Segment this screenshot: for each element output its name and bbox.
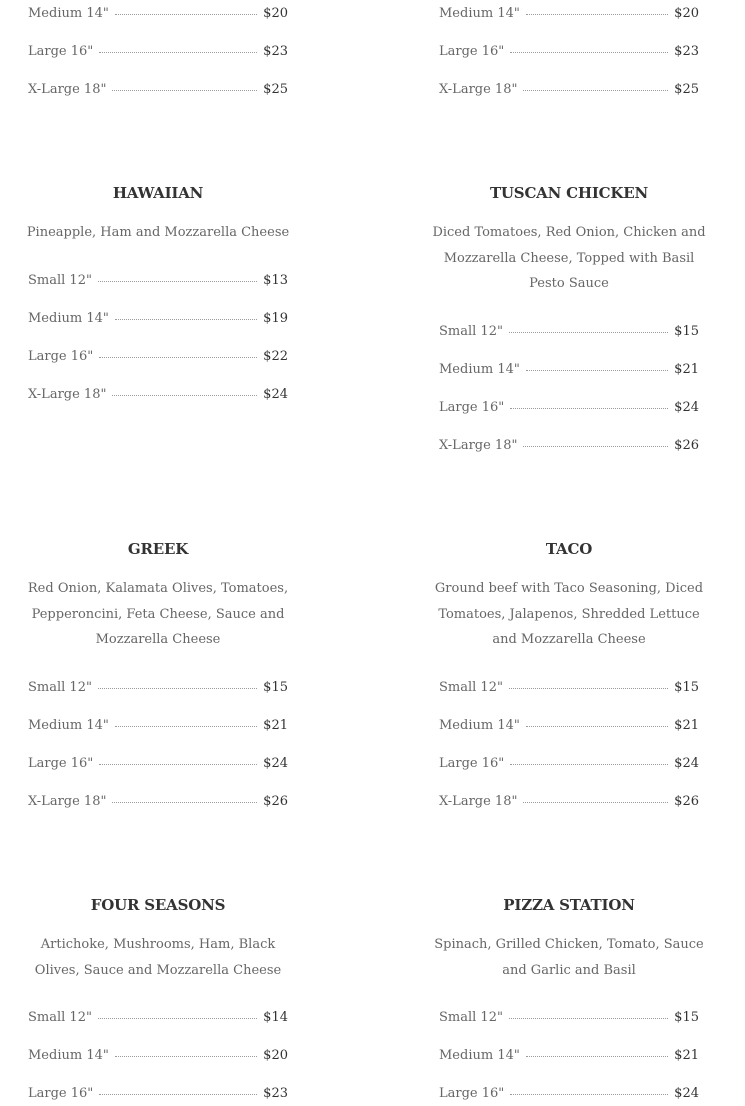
size-label: X-Large 18": [28, 794, 107, 809]
size-label: Small 12": [439, 680, 503, 695]
size-label: X-Large 18": [439, 794, 518, 809]
dot-leader: [99, 52, 257, 53]
size-label: Medium 14": [28, 718, 109, 733]
dot-leader: [523, 90, 668, 91]
price-row: [28, 273, 288, 293]
pizza-title: PIZZA STATION: [503, 896, 635, 914]
price-value: $24: [674, 400, 699, 415]
pizza-title: FOUR SEASONS: [90, 896, 226, 914]
price-value: $21: [674, 1048, 699, 1063]
price-value: $21: [674, 718, 699, 733]
price-row: [28, 1010, 288, 1030]
dot-leader: [98, 1018, 257, 1019]
dot-leader: [510, 1094, 668, 1095]
dot-leader: [99, 764, 257, 765]
price-value: $20: [263, 1048, 288, 1063]
size-label: Small 12": [439, 1010, 503, 1025]
price-row: [439, 680, 699, 700]
price-value: $15: [674, 324, 699, 339]
price-value: $15: [674, 680, 699, 695]
price-value: $25: [263, 82, 288, 97]
dot-leader: [523, 446, 668, 447]
size-label: X-Large 18": [439, 82, 518, 97]
price-row: [28, 82, 288, 102]
price-row: [28, 6, 288, 26]
size-label: Large 16": [28, 1086, 94, 1101]
dot-leader: [115, 14, 257, 15]
dot-leader: [509, 688, 668, 689]
price-value: $15: [263, 680, 288, 695]
dot-leader: [510, 408, 668, 409]
price-row: [28, 1048, 288, 1068]
size-label: Small 12": [28, 273, 92, 288]
size-label: Medium 14": [439, 362, 520, 377]
dot-leader: [509, 1018, 668, 1019]
price-row: [28, 311, 288, 331]
price-row: [439, 718, 699, 738]
size-label: Small 12": [28, 1010, 92, 1025]
dot-leader: [509, 332, 668, 333]
price-row: [439, 438, 699, 458]
pizza-title: GREEK: [127, 540, 189, 558]
dot-leader: [526, 726, 668, 727]
price-row: [439, 44, 699, 64]
price-value: $24: [263, 756, 288, 771]
dot-leader: [510, 52, 668, 53]
size-label: Large 16": [28, 44, 94, 59]
pizza-description: Artichoke, Mushrooms, Ham, Black Olives, Sauce and Mozzarella Cheese: [34, 937, 282, 978]
dot-leader: [115, 1056, 257, 1057]
price-value: $25: [674, 82, 699, 97]
price-row: [28, 718, 288, 738]
size-label: Large 16": [28, 756, 94, 771]
dot-leader: [98, 281, 257, 282]
dot-leader: [115, 319, 257, 320]
price-row: [28, 44, 288, 64]
price-row: [28, 1086, 288, 1106]
price-value: $26: [263, 794, 288, 809]
size-label: X-Large 18": [439, 438, 518, 453]
dot-leader: [526, 14, 668, 15]
price-row: [28, 680, 288, 700]
price-value: $23: [674, 44, 699, 59]
price-row: [439, 756, 699, 776]
pizza-description: Diced Tomatoes, Red Onion, Chicken and Mozzarella Cheese, Topped with Basil Pesto Sauce: [432, 225, 706, 291]
dot-leader: [510, 764, 668, 765]
dot-leader: [115, 726, 257, 727]
size-label: Large 16": [439, 400, 505, 415]
pizza-description: Ground beef with Taco Seasoning, Diced Tomatoes, Jalapenos, Shredded Lettuce and Mozzarella Cheese: [434, 581, 704, 647]
size-label: Medium 14": [28, 311, 109, 326]
size-label: X-Large 18": [28, 82, 107, 97]
size-label: Medium 14": [439, 1048, 520, 1063]
dot-leader: [112, 802, 257, 803]
price-value: $19: [263, 311, 288, 326]
price-row: [439, 6, 699, 26]
price-value: $23: [263, 44, 288, 59]
pizza-title: HAWAIIAN: [112, 184, 204, 202]
size-label: Medium 14": [439, 718, 520, 733]
price-value: $24: [674, 1086, 699, 1101]
price-value: $20: [674, 6, 699, 21]
price-row: [28, 349, 288, 369]
size-label: Small 12": [28, 680, 92, 695]
price-row: [28, 387, 288, 407]
price-row: [439, 324, 699, 344]
dot-leader: [523, 802, 668, 803]
dot-leader: [99, 357, 257, 358]
price-value: $15: [674, 1010, 699, 1025]
dot-leader: [112, 395, 257, 396]
price-row: [439, 362, 699, 382]
price-row: [439, 400, 699, 420]
dot-leader: [112, 90, 257, 91]
price-value: $13: [263, 273, 288, 288]
size-label: X-Large 18": [28, 387, 107, 402]
price-value: $21: [263, 718, 288, 733]
price-value: $26: [674, 794, 699, 809]
price-value: $24: [674, 756, 699, 771]
dot-leader: [526, 1056, 668, 1057]
price-row: [439, 794, 699, 814]
price-row: [439, 1010, 699, 1030]
price-value: $14: [263, 1010, 288, 1025]
size-label: Small 12": [439, 324, 503, 339]
price-value: $23: [263, 1086, 288, 1101]
pizza-title: TACO: [545, 540, 593, 558]
price-row: [439, 1086, 699, 1106]
size-label: Large 16": [439, 44, 505, 59]
size-label: Medium 14": [28, 1048, 109, 1063]
price-value: $22: [263, 349, 288, 364]
price-row: [28, 756, 288, 776]
price-row: [439, 82, 699, 102]
size-label: Large 16": [28, 349, 94, 364]
size-label: Medium 14": [439, 6, 520, 21]
pizza-title: TUSCAN CHICKEN: [489, 184, 649, 202]
price-value: $24: [263, 387, 288, 402]
size-label: Medium 14": [28, 6, 109, 21]
pizza-description: Spinach, Grilled Chicken, Tomato, Sauce and Garlic and Basil: [434, 937, 704, 978]
dot-leader: [99, 1094, 257, 1095]
price-value: $21: [674, 362, 699, 377]
price-row: [28, 794, 288, 814]
pizza-description: Pineapple, Ham and Mozzarella Cheese: [26, 225, 290, 240]
size-label: Large 16": [439, 1086, 505, 1101]
price-row: [439, 1048, 699, 1068]
price-value: $26: [674, 438, 699, 453]
price-value: $20: [263, 6, 288, 21]
dot-leader: [98, 688, 257, 689]
dot-leader: [526, 370, 668, 371]
size-label: Large 16": [439, 756, 505, 771]
pizza-description: Red Onion, Kalamata Olives, Tomatoes, Pepperoncini, Feta Cheese, Sauce and Mozzarella Cheese: [27, 581, 289, 647]
